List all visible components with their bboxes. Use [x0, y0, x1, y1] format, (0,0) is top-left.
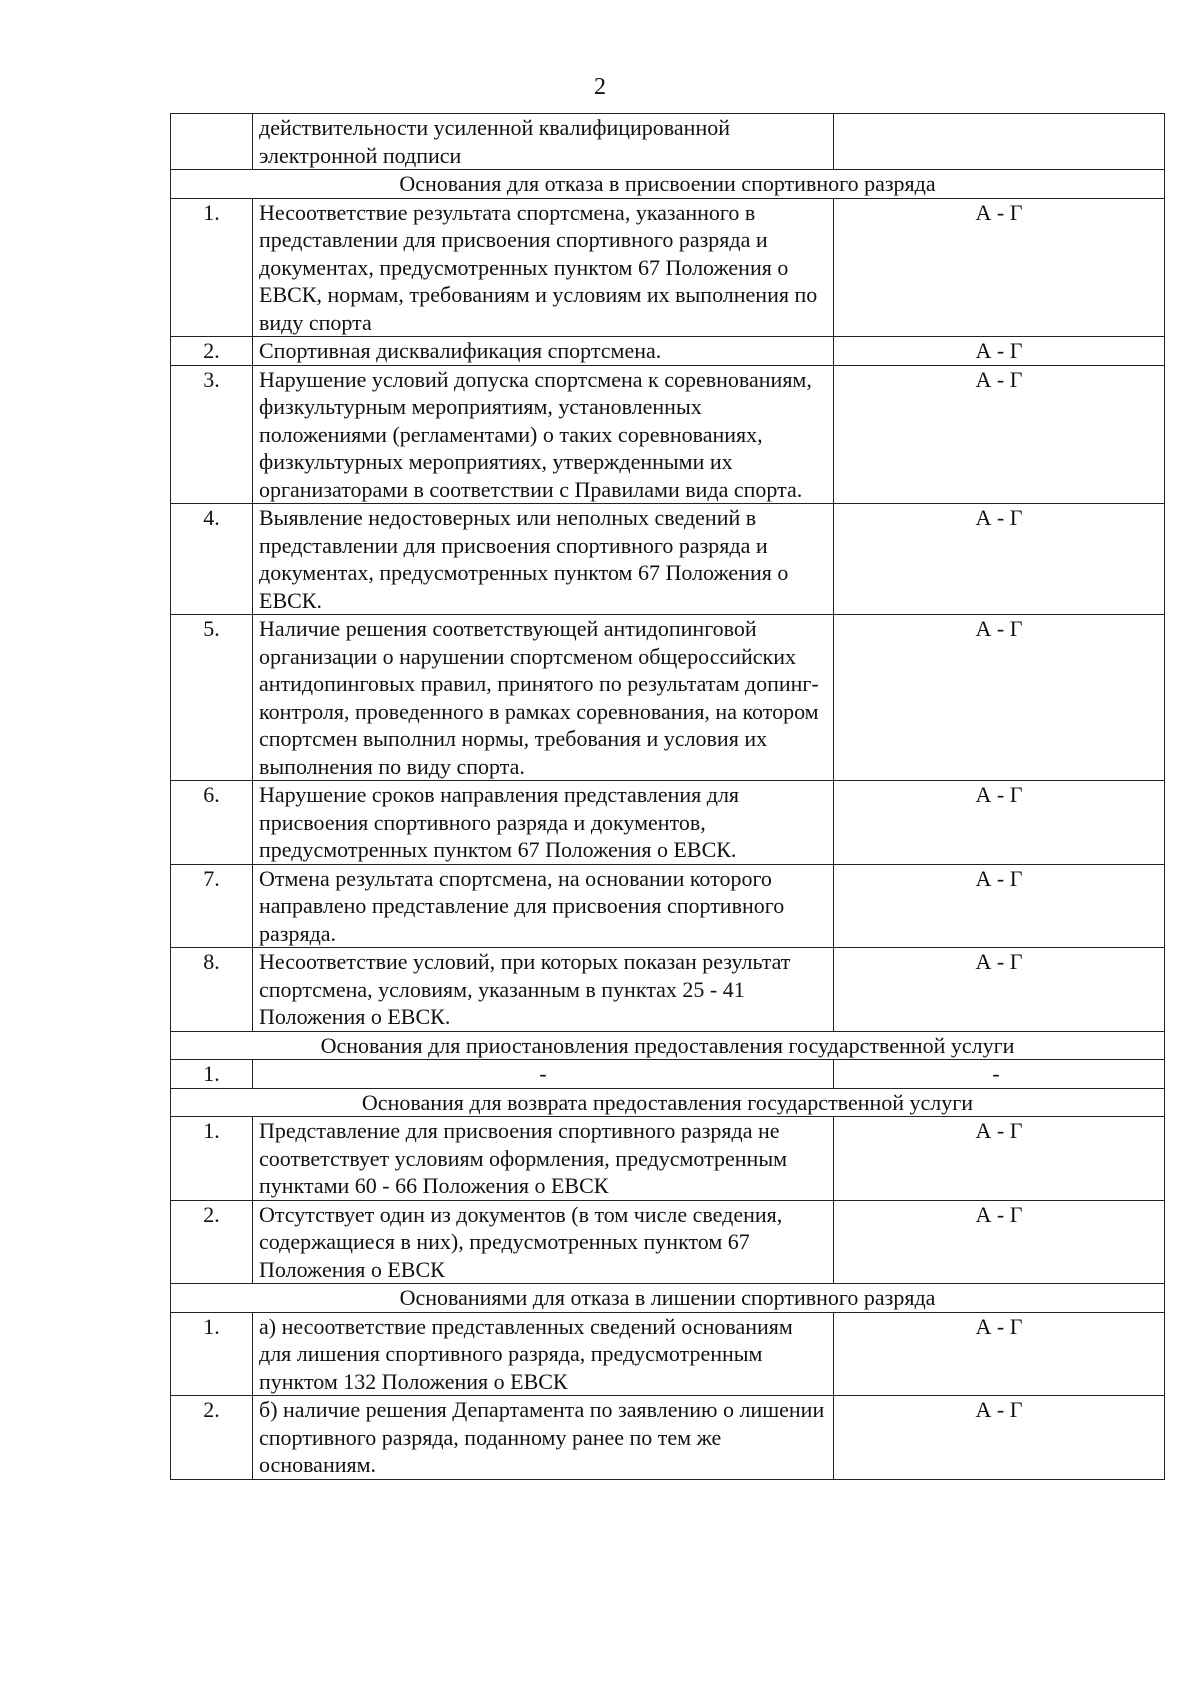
row-text: Нарушение сроков направления представления для присвоения спортивного разряда и документов, предусмотренных пунктом 67 Положения о ЕВСК.: [253, 781, 834, 865]
row-number: 1.: [171, 1312, 253, 1396]
row-number: 6.: [171, 781, 253, 865]
row-code: А - Г: [834, 948, 1165, 1032]
section-title: Основания для возврата предоставления государственной услуги: [171, 1088, 1165, 1117]
table-row: [171, 1396, 1165, 1480]
row-text: а) несоответствие представленных сведений основаниям для лишения спортивного разряда, предусмотренным пунктом 132 Положения о ЕВСК: [253, 1312, 834, 1396]
row-code: -: [834, 1060, 1165, 1089]
section-header-row: [171, 1088, 1165, 1117]
table-row: [171, 1060, 1165, 1089]
row-number: 5.: [171, 615, 253, 781]
row-number: 1.: [171, 1117, 253, 1201]
table-row: [171, 1117, 1165, 1201]
row-text: Отсутствует один из документов (в том числе сведения, содержащиеся в них), предусмотренных пунктом 67 Положения о ЕВСК: [253, 1200, 834, 1284]
table-row: [171, 615, 1165, 781]
row-number: 3.: [171, 365, 253, 504]
section-header-row: [171, 1284, 1165, 1313]
row-number: 8.: [171, 948, 253, 1032]
row-number: 2.: [171, 1396, 253, 1480]
section-header-row: [171, 1031, 1165, 1060]
row-number: [171, 114, 253, 170]
table-row: [171, 337, 1165, 366]
row-code: А - Г: [834, 781, 1165, 865]
row-text: -: [253, 1060, 834, 1089]
table-row: [171, 365, 1165, 504]
row-number: 2.: [171, 337, 253, 366]
row-number: 2.: [171, 1200, 253, 1284]
row-text: Несоответствие условий, при которых показан результат спортсмена, условиям, указанным в пунктах 25 - 41 Положения о ЕВСК.: [253, 948, 834, 1032]
table-row: [171, 198, 1165, 337]
row-code: А - Г: [834, 615, 1165, 781]
row-number: 4.: [171, 504, 253, 615]
table-row: [171, 864, 1165, 948]
row-code: А - Г: [834, 198, 1165, 337]
row-text: действительности усиленной квалифицированной электронной подписи: [253, 114, 834, 170]
table-row: [171, 1312, 1165, 1396]
row-text: Представление для присвоения спортивного разряда не соответствует условиям оформления, предусмотренным пунктами 60 - 66 Положения о ЕВСК: [253, 1117, 834, 1201]
row-text: Выявление недостоверных или неполных сведений в представлении для присвоения спортивного разряда и документах, предусмотренных пунктом 67 Положения о ЕВСК.: [253, 504, 834, 615]
section-title: Основания для отказа в присвоении спортивного разряда: [171, 170, 1165, 199]
page-number: 2: [594, 74, 606, 100]
row-text: Отмена результата спортсмена, на основании которого направлено представление для присвоения спортивного разряда.: [253, 864, 834, 948]
row-code: А - Г: [834, 504, 1165, 615]
row-code: А - Г: [834, 1200, 1165, 1284]
row-text: Спортивная дисквалификация спортсмена.: [253, 337, 834, 366]
row-code: А - Г: [834, 337, 1165, 366]
row-code: А - Г: [834, 864, 1165, 948]
section-title: Основаниями для отказа в лишении спортивного разряда: [171, 1284, 1165, 1313]
row-code: А - Г: [834, 1312, 1165, 1396]
section-title: Основания для приостановления предоставления государственной услуги: [171, 1031, 1165, 1060]
row-number: 1.: [171, 198, 253, 337]
grounds-table: [170, 113, 1165, 1480]
table-row: [171, 114, 1165, 170]
row-code: А - Г: [834, 365, 1165, 504]
table-row: [171, 504, 1165, 615]
table-row: [171, 781, 1165, 865]
row-code: [834, 114, 1165, 170]
row-number: 7.: [171, 864, 253, 948]
row-code: А - Г: [834, 1396, 1165, 1480]
table-row: [171, 1200, 1165, 1284]
row-text: Наличие решения соответствующей антидопинговой организации о нарушении спортсменом общероссийских антидопинговых правил, принятого по результатам допинг-контроля, проведенного в рамках соревнования, на котором спортсмен выполнил нормы, требования и условия их выполнения по виду спорта.: [253, 615, 834, 781]
row-text: б) наличие решения Департамента по заявлению о лишении спортивного разряда, поданному ранее по тем же основаниям.: [253, 1396, 834, 1480]
row-text: Нарушение условий допуска спортсмена к соревнованиям, физкультурным мероприятиям, установленных положениями (регламентами) о таких соревнованиях, физкультурных мероприятиях, утвержденными их организаторами в соответствии с Правилами вида спорта.: [253, 365, 834, 504]
row-number: 1.: [171, 1060, 253, 1089]
section-header-row: [171, 170, 1165, 199]
row-text: Несоответствие результата спортсмена, указанного в представлении для присвоения спортивного разряда и документах, предусмотренных пунктом 67 Положения о ЕВСК, нормам, требованиям и условиям их выполнения по виду спорта: [253, 198, 834, 337]
row-code: А - Г: [834, 1117, 1165, 1201]
table-row: [171, 948, 1165, 1032]
